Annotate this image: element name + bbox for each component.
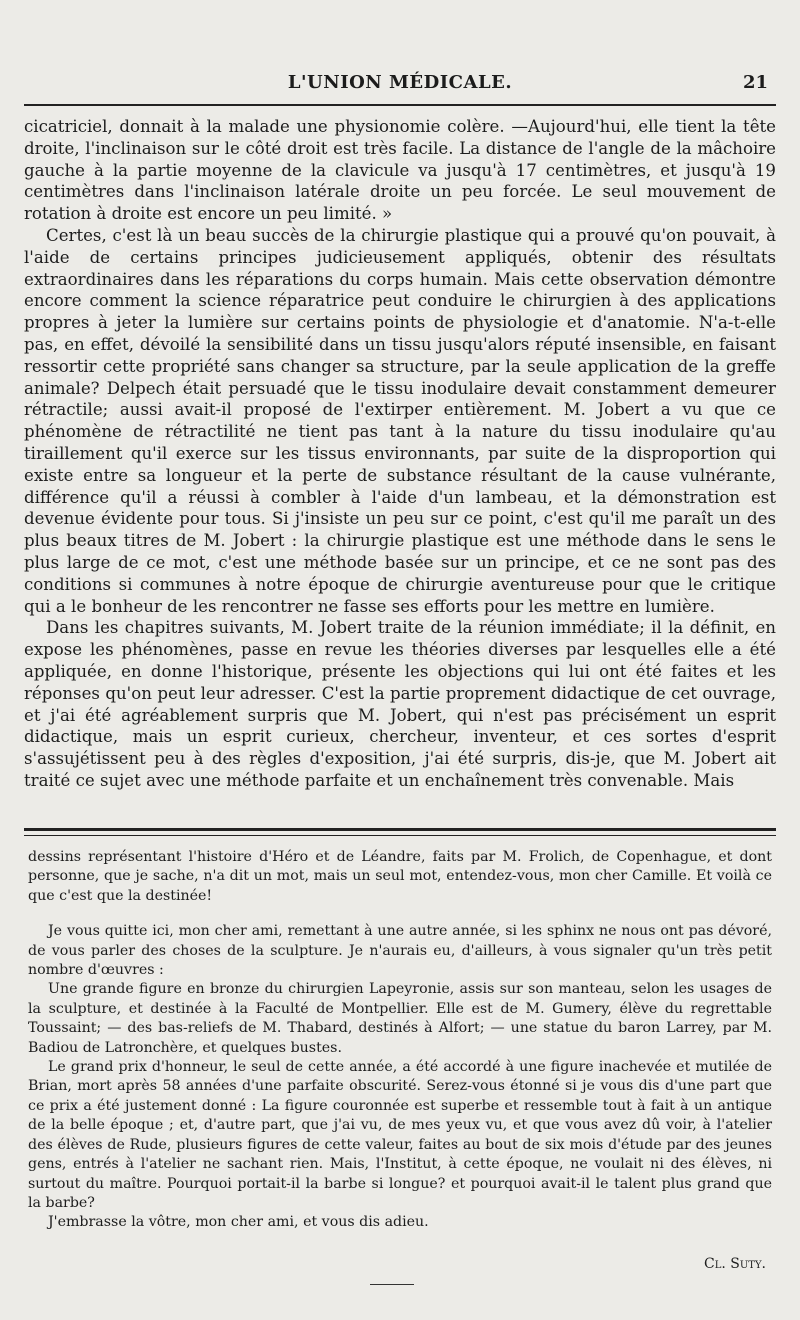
page-header bbox=[24, 70, 776, 100]
feuilleton-paragraph-4: Le grand prix d'honneur, le seul de cette année, a été accordé à une figure inachevée et mutilée de Brian, mort après 58 années d'une parfaite obscurité. Serez-vous étonné si je vous dis d'une part que ce prix a été justement donné : La figure couronnée est superbe et ressemble tout à fait à un antique de la belle époque ; et, d'autre part, que j'ai vu, de mes yeux vu, et que vous avez dû voir, à l'atelier des élèves de Rude, plusieurs figures de cette valeur, faites au bout de six mois d'étude par des jeunes gens, entrés à l'atelier ne sachant rien. Mais, l'Institut, à cette époque, ne voulait ni des élèves, ni surtout du maître. Pourquoi portait-il la barbe si longue? et pourquoi avait-il le talent plus grand que la barbe? bbox=[28, 1059, 772, 1211]
page-number: 21 bbox=[742, 72, 768, 93]
feuilleton-section bbox=[28, 848, 772, 1233]
article-paragraph-3: Dans les chapitres suivants, M. Jobert traite de la réunion immédiate; il la définit, en expose les phénomènes, passe en revue les théories diverses par lesquelles elle a été appliquée, en donne l'historique, présente les objections qui lui ont été faites et les réponses qu'on peut leur adresser. C'est la partie proprement didactique de cet ouvrage, et j'ai été agréablement surpris que M. Jobert, qui n'est pas précisément un esprit didactique, mais un esprit curieux, chercheur, inventeur, et ces sortes d'esprit s'assujétissent peu à des règles d'exposition, j'ai été surpris, dis-je, que M. Jobert ait traité ce sujet avec une méthode parfaite et un enchaînement très convenable. Mais bbox=[24, 618, 776, 790]
feuilleton-separator bbox=[24, 828, 776, 836]
journal-title: L'UNION MÉDICALE. bbox=[287, 72, 513, 93]
feuilleton-paragraph-3: Une grande figure en bronze du chirurgien Lapeyronie, assis sur son manteau, selon les usages de la sculpture, et destinée à la Faculté de Montpellier. Elle est de M. Gumery, élève du regrettable Toussaint; — des bas-reliefs de M. Thabard, destinés à Alfort; — une statue du baron Larrey, par M. Badiou de Latronchère, et quelques bustes. bbox=[28, 981, 772, 1056]
feuilleton-paragraph-5: J'embrasse la vôtre, mon cher ami, et vous dis adieu. bbox=[48, 1214, 429, 1231]
author-signature: Cl. Suty. bbox=[704, 1256, 766, 1272]
header-rule bbox=[24, 104, 776, 106]
main-article bbox=[24, 116, 776, 792]
feuilleton-paragraph-2: Je vous quitte ici, mon cher ami, remettant à une autre année, si les sphinx ne nous ont pas dévoré, de vous parler des choses de la sculpture. Je n'aurais eu, d'ailleurs, à vous signaler qu'un très petit nombre d'œuvres : bbox=[28, 923, 772, 979]
article-paragraph-1: cicatriciel, donnait à la malade une physionomie colère. —Aujourd'hui, elle tient la tête droite, l'inclinaison sur le côté droit est très facile. La distance de l'angle de la mâchoire gauche à la partie moyenne de la clavicule va jusqu'à 17 centimètres, et jusqu'à 19 centimètres dans l'inclinaison latérale droite un peu forcée. Le seul mouvement de rotation à droite est encore un peu limité. » bbox=[24, 117, 776, 224]
article-paragraph-2: Certes, c'est là un beau succès de la chirurgie plastique qui a prouvé qu'on pouvait, à l'aide de certains principes judicieusement appliqués, obtenir des résultats extraordinaires dans les réparations du corps humain. Mais cette observation démontre encore comment la science réparatrice peut conduire le chirurgien à des applications propres à jeter la lumière sur certains points de physiologie et d'anatomie. N'a-t-elle pas, en effet, dévoilé la sensibilité dans un tissu jusqu'alors réputé insensible, en faisant ressortir cette propriété sans changer sa structure, par la seule application de la greffe animale? Delpech était persuadé que le tissu inodulaire devait constamment demeurer rétractile; aussi avait-il proposé de l'extirper entièrement. M. Jobert a vu que ce phénomène de rétractilité ne tient pas tant à la nature du tissu inodulaire qu'au tiraillement qu'il exerce sur les tissus environnants, par suite de la disproportion qui existe entre sa longueur et la perte de substance résultant de la cause vulnérante, différence qu'il a réussi à combler à l'aide d'un lambeau, et la démonstration est devenue évidente pour tous. Si j'insiste un peu sur ce point, c'est qu'il me paraît un des plus beaux titres de M. Jobert : la chirurgie plastique est une méthode dans le sens le plus large de ce mot, c'est une méthode basée sur un principe, et ce ne sont pas des conditions si communes à notre époque de chirurgie aventureuse pour que le critique qui a le bonheur de les rencontrer ne fasse ses efforts pour les mettre en lumière. bbox=[24, 225, 776, 616]
closing-rule bbox=[370, 1284, 414, 1285]
feuilleton-paragraph-1: dessins représentant l'histoire d'Héro et de Léandre, faits par M. Frolich, de Copenhague, et dont personne, que je sache, n'a dit un mot, mais un seul mot, entendez-vous, mon cher Camille. Et voilà ce que c'est que la destinée! bbox=[28, 849, 772, 904]
